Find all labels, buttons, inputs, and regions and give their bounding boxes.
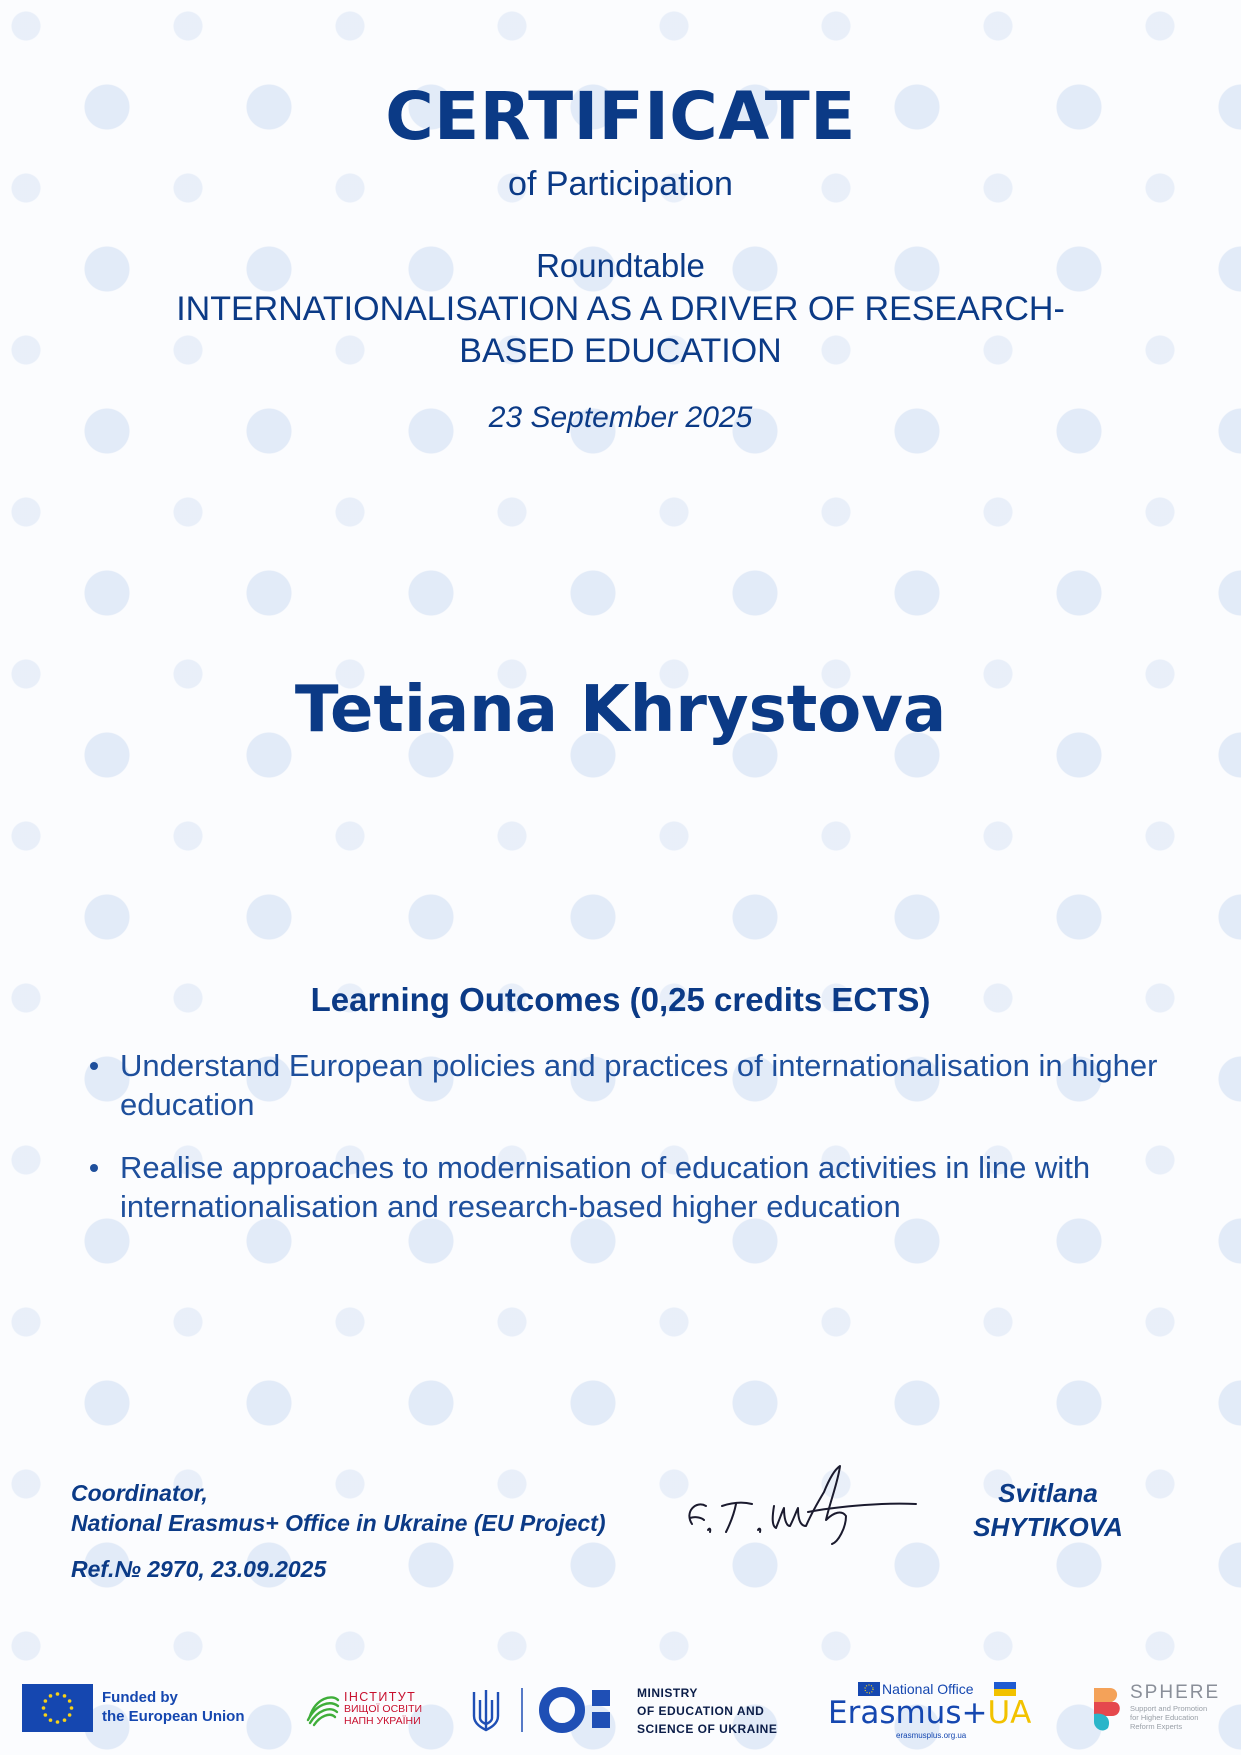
eu-star-icon (63, 1694, 67, 1698)
certificate-subtitle: of Participation (508, 165, 733, 203)
institute-line2: ВИЩОЇ ОСВІТИ (344, 1703, 423, 1715)
eu-flag-icon (22, 1684, 93, 1732)
institute-emblem-icon (304, 1690, 342, 1728)
eu-star-icon (68, 1713, 72, 1717)
institute-line1: ІНСТИТУТ (344, 1690, 417, 1704)
eu-star-icon (63, 1718, 67, 1722)
eu-funding-line2: the European Union (102, 1708, 245, 1725)
erasmus-name (828, 1696, 1031, 1730)
handwritten-signature (678, 1462, 920, 1552)
erasmus-office-label: National Office (882, 1681, 974, 1697)
learning-outcome-item: Understand European policies and practices of internationalisation in higher education (120, 1046, 1230, 1124)
ministry-line2: OF EDUCATION AND (637, 1704, 765, 1718)
eu-flag-small-icon (858, 1682, 880, 1696)
eu-funding-logo (22, 1684, 272, 1734)
ukraine-flag-icon (994, 1682, 1016, 1696)
coordinator-role (71, 1478, 606, 1538)
erasmus-url: erasmusplus.org.ua (896, 1731, 967, 1740)
eu-funding-line1: Funded by (102, 1689, 178, 1706)
event-type: Roundtable (536, 247, 705, 284)
eu-star-icon (44, 1699, 48, 1703)
coordinator-role-line2: National Erasmus+ Office in Ukraine (EU Project) (71, 1510, 606, 1536)
institute-name (344, 1691, 422, 1727)
signer-first-name: Svitlana (998, 1478, 1098, 1508)
erasmus-logo (826, 1680, 1046, 1740)
sphere-line3: Reform Experts (1130, 1722, 1183, 1731)
eu-star-icon (70, 1706, 74, 1710)
eu-star-icon (56, 1720, 60, 1724)
institute-logo (304, 1688, 434, 1732)
signer-last-name: SHYTIKOVA (973, 1512, 1123, 1542)
learning-outcomes-list (70, 1046, 1230, 1250)
sphere-description (1130, 1704, 1226, 1731)
erasmus-ua-text: UA (987, 1695, 1032, 1731)
ministry-logo (470, 1682, 800, 1738)
eu-funding-text (102, 1688, 245, 1726)
eu-star-icon (49, 1718, 53, 1722)
learning-outcome-item: Realise approaches to modernisation of education activities in line with internationalisation and research-based higher education (120, 1148, 1230, 1226)
sphere-line1: Support and Promotion (1130, 1704, 1208, 1713)
ministry-line1: MINISTRY (637, 1686, 698, 1700)
sphere-logo (1088, 1682, 1228, 1738)
institute-line3: НАПН УКРАЇНИ (344, 1715, 421, 1727)
coordinator-role-line1: Coordinator, (71, 1480, 208, 1506)
certificate-title: CERTIFICATE (385, 78, 856, 155)
participant-name: Tetiana Khrystova (294, 673, 947, 747)
eu-star-icon (42, 1706, 46, 1710)
eu-star-icon (68, 1699, 72, 1703)
ministry-emblem-icon (470, 1682, 630, 1738)
event-date: 23 September 2025 (488, 401, 753, 434)
reference-number: Ref.№ 2970, 23.09.2025 (71, 1556, 327, 1582)
sphere-name: SPHERE (1130, 1682, 1221, 1703)
eu-star-icon (49, 1694, 53, 1698)
signer-name (950, 1476, 1146, 1544)
ministry-name (637, 1684, 777, 1738)
event-title: INTERNATIONALISATION AS A DRIVER OF RESEARCH-BASED EDUCATION (176, 290, 1065, 370)
learning-outcomes-heading: Learning Outcomes (0,25 credits ECTS) (310, 981, 931, 1018)
sphere-emblem-icon (1090, 1684, 1126, 1734)
eu-star-icon (56, 1692, 60, 1696)
sphere-line2: for Higher Education (1130, 1713, 1199, 1722)
erasmus-name-text: Erasmus+ (828, 1695, 988, 1731)
eu-star-icon (44, 1713, 48, 1717)
ministry-line3: SCIENCE OF UKRAINE (637, 1722, 778, 1736)
